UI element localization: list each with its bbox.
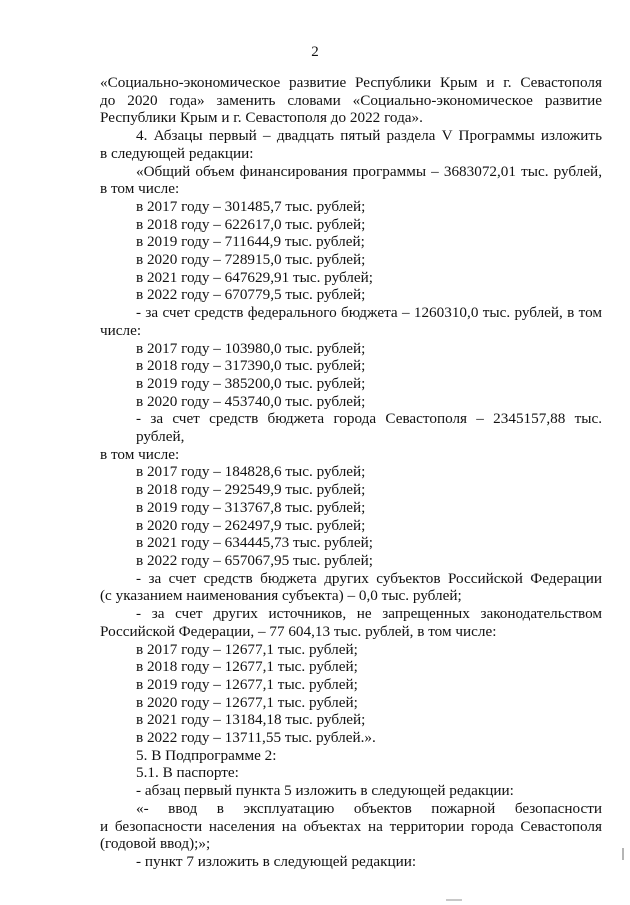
text-line: до 2020 года» заменить словами «Социально-экономическое развитие: [100, 91, 602, 109]
subsection-heading: 5.1. В паспорте:: [136, 764, 239, 782]
list-federal-by-year: [100, 340, 602, 411]
list-item: в 2018 году – 622617,0 тыс. рублей;: [136, 215, 366, 233]
list-item: в 2019 году – 711644,9 тыс. рублей;: [136, 233, 365, 251]
list-city-by-year: [100, 463, 602, 569]
paragraph-fire-safety: [100, 800, 602, 853]
list-item: в 2017 году – 301485,7 тыс. рублей;: [136, 197, 366, 215]
text-line: «- ввод в эксплуатацию объектов пожарной безопасности: [136, 799, 602, 817]
list-item: в 2018 году – 12677,1 тыс. рублей;: [136, 658, 358, 676]
paragraph-city-budget: [100, 410, 602, 463]
paragraph-other-subjects-budget: [100, 570, 602, 605]
list-item: в 2020 году – 728915,0 тыс. рублей;: [136, 251, 366, 269]
list-item: в 2017 году – 184828,6 тыс. рублей;: [136, 463, 366, 481]
text-line: - за счет средств федерального бюджета – 1260310,0 тыс. рублей, в том: [136, 304, 602, 322]
text-line: «Общий объем финансирования программы – 3683072,01 тыс. рублей,: [136, 162, 602, 180]
list-item: в 2022 году – 657067,95 тыс. рублей;: [136, 551, 373, 569]
text-line: - за счет других источников, не запрещенных законодательством: [136, 605, 602, 623]
text-line: числе:: [100, 321, 142, 339]
list-item: в 2021 году – 634445,73 тыс. рублей;: [136, 534, 373, 552]
list-item: в 2019 году – 385200,0 тыс. рублей;: [136, 374, 366, 392]
paragraph-item-4: [100, 127, 602, 162]
paragraph-title-replacement: [100, 74, 602, 127]
text-line: - абзац первый пункта 5 изложить в следующей редакции:: [136, 782, 514, 800]
list-item: в 2017 году – 103980,0 тыс. рублей;: [136, 339, 366, 357]
list-item: в 2018 году – 292549,9 тыс. рублей;: [136, 481, 366, 499]
section-subprogram-2: [100, 747, 602, 800]
page-number: 2: [311, 44, 319, 60]
scan-artifact: [622, 848, 624, 860]
text-line: 4. Абзацы первый – двадцать пятый раздела V Программы изложить: [136, 127, 602, 145]
list-item: в 2017 году – 12677,1 тыс. рублей;: [136, 640, 358, 658]
paragraph-federal-budget: [100, 304, 602, 339]
list-item: в 2022 году – 670779,5 тыс. рублей;: [136, 286, 366, 304]
list-total-by-year: [100, 198, 602, 304]
text-line: в том числе:: [100, 445, 180, 463]
list-item: в 2021 году – 13184,18 тыс. рублей;: [136, 711, 366, 729]
paragraph-total-funding: [100, 163, 602, 198]
list-item: в 2019 году – 12677,1 тыс. рублей;: [136, 675, 358, 693]
text-line: - за счет средств бюджета города Севастополя – 2345157,88 тыс. рублей,: [136, 410, 602, 446]
paragraph-other-sources: [100, 605, 602, 640]
list-item: в 2018 году – 317390,0 тыс. рублей;: [136, 357, 366, 375]
text-line: «Социально-экономическое развитие Республики Крым и г. Севастополя: [100, 74, 602, 91]
text-line: (годовой ввод);»;: [100, 835, 211, 853]
text-line: - пункт 7 изложить в следующей редакции:: [136, 852, 417, 870]
list-item: в 2019 году – 313767,8 тыс. рублей;: [136, 498, 366, 516]
text-line: в том числе:: [100, 180, 180, 198]
text-line: Республики Крым и г. Севастополя до 2022 года».: [100, 109, 423, 127]
text-line: (с указанием наименования субъекта) – 0,0 тыс. рублей;: [100, 587, 462, 605]
list-item: в 2020 году – 453740,0 тыс. рублей;: [136, 392, 366, 410]
text-line: - за счет средств бюджета других субъектов Российской Федерации: [136, 569, 602, 587]
section-heading: 5. В Подпрограмме 2:: [136, 746, 277, 764]
list-other-by-year: [100, 641, 602, 747]
text-line: Российской Федерации, – 77 604,13 тыс. рублей, в том числе:: [100, 622, 497, 640]
list-item: в 2022 году – 13711,55 тыс. рублей.».: [136, 729, 376, 747]
text-line: и безопасности населения на объектах на территории города Севастополя: [100, 817, 602, 835]
text-line: в следующей редакции:: [100, 144, 254, 162]
scan-artifact: [446, 899, 462, 901]
list-item: в 2020 году – 262497,9 тыс. рублей;: [136, 516, 366, 534]
document-body: [100, 74, 602, 871]
list-item: в 2021 году – 647629,91 тыс. рублей;: [136, 268, 373, 286]
paragraph-item-7: [100, 853, 602, 871]
list-item: в 2020 году – 12677,1 тыс. рублей;: [136, 693, 358, 711]
